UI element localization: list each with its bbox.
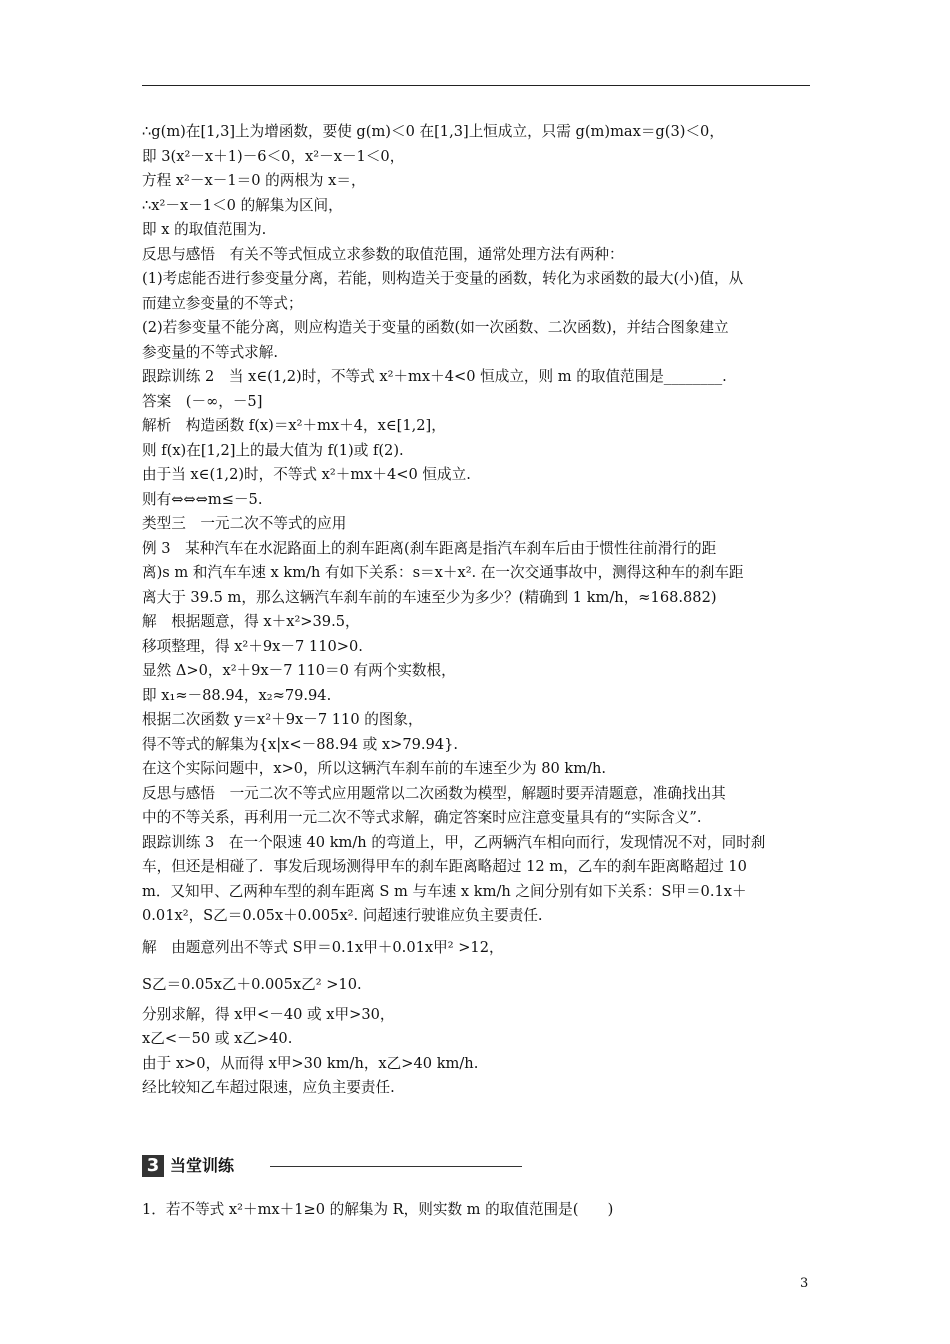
text-line: 则有⇔⇔⇔m≤－5. [142,490,263,508]
text-line: 而建立参变量的不等式； [142,294,303,312]
section-title: 当堂训练 [170,1156,235,1175]
text-line: x乙<－50 或 x乙>40. [142,1030,293,1047]
text-line: S乙＝0.05x乙＋0.005x乙² >10. [142,975,362,993]
text-line: 由于当 x∈(1,2)时，不等式 x²＋mx＋4<0 恒成立. [142,466,471,483]
text-line: (2)若参变量不能分离，则应构造关于变量的函数(如一次函数、二次函数)，并结合图象建立 [142,319,729,336]
text-line: 解析 构造函数 f(x)＝x²＋mx＋4，x∈[1,2]， [142,417,446,434]
section-number: 3 [142,1155,164,1177]
text-line: 即 x 的取值范围为. [142,221,267,238]
text-line: 即 x₁≈－88.94，x₂≈79.94. [142,686,332,704]
text-line: 则 f(x)在[1,2]上的最大值为 f(1)或 f(2). [142,441,404,459]
page-number: 3 [800,1276,809,1291]
text-line: 解 由题意列出不等式 S甲＝0.1x甲＋0.01x甲² >12， [142,938,504,956]
text-line: 即 3(x²－x＋1)－6＜0，x²－x－1＜0， [142,147,405,165]
section-header [142,1153,522,1179]
text-line: 例 3 某种汽车在水泥路面上的刹车距离(刹车距离是指汽车刹车后由于惯性往前滑行的距 [142,539,717,557]
text-line: 答案 (－∞，－5] [142,392,263,410]
text-line: 参变量的不等式求解. [142,343,278,361]
text-line: 经比较知乙车超过限速，应负主要责任. [142,1079,395,1096]
text-line: ∴g(m)在[1,3]上为增函数，要使 g(m)＜0 在[1,3]上恒成立，只需 g(m)max＝g(3)＜0， [142,123,724,140]
text-line: 由于 x>0，从而得 x甲>30 km/h，x乙>40 km/h. [142,1054,479,1072]
text-line: 离)s m 和汽车车速 x km/h 有如下关系：s＝x＋x². 在一次交通事故中，测得这种车的刹车距 [142,564,744,581]
text-line: 分别求解，得 x甲<－40 或 x甲>30， [142,1005,395,1023]
text-line: 根据二次函数 y＝x²＋9x－7 110 的图象， [142,711,423,728]
text-line: 跟踪训练 3 在一个限速 40 km/h 的弯道上，甲，乙两辆汽车相向而行，发现情况不对，同时刹 [142,833,766,851]
text-line: 得不等式的解集为{x|x<－88.94 或 x>79.94}. [142,735,459,753]
text-line: 中的不等关系，再利用一元二次不等式求解，确定答案时应注意变量具有的“实际含义”. [142,809,702,826]
section-divider [270,1166,522,1167]
text-line: 显然 Δ>0，x²＋9x－7 110＝0 有两个实数根， [142,662,456,679]
text-line: 方程 x²－x－1＝0 的两根为 x＝， [142,172,366,189]
text-line: m．又知甲、乙两种车型的刹车距离 S m 与车速 x km/h 之间分别有如下关系：S甲＝0.1x＋ [142,882,747,900]
text-line: ∴x²－x－1＜0 的解集为区间， [142,196,343,214]
text-line: 离大于 39.5 m，那么这辆汽车刹车前的车速至少为多少？(精确到 1 km/h，≈168.882) [142,588,717,606]
text-line: 类型三 一元二次不等式的应用 [142,515,347,532]
text-line: 移项整理，得 x²＋9x－7 110>0. [142,637,363,655]
text-line: 反思与感悟 一元二次不等式应用题常以二次函数为模型，解题时要弄清题意，准确找出其 [142,784,726,802]
text-line: (1)考虑能否进行参变量分离，若能，则构造关于变量的函数，转化为求函数的最大(小)值，从 [142,270,744,287]
text-line: 在这个实际问题中，x>0，所以这辆汽车刹车前的车速至少为 80 km/h. [142,760,607,777]
question-1: 1．若不等式 x²＋mx＋1≥0 的解集为 R，则实数 m 的取值范围是( ) [142,1201,614,1218]
text-line: 0.01x²，S乙＝0.05x＋0.005x². 问超速行驶谁应负主要责任. [142,907,543,924]
text-line: 车，但还是相碰了．事发后现场测得甲车的刹车距离略超过 12 m，乙车的刹车距离略超过 10 [142,858,747,875]
text-line: 反思与感悟 有关不等式恒成立求参数的取值范围，通常处理方法有两种： [142,245,624,263]
text-line: 跟踪训练 2 当 x∈(1,2)时，不等式 x²＋mx＋4<0 恒成立，则 m 的取值范围是________. [142,368,727,385]
solution-text [142,120,812,1101]
text-line: 解 根据题意，得 x＋x²>39.5， [142,613,360,630]
header-rule [142,85,810,86]
